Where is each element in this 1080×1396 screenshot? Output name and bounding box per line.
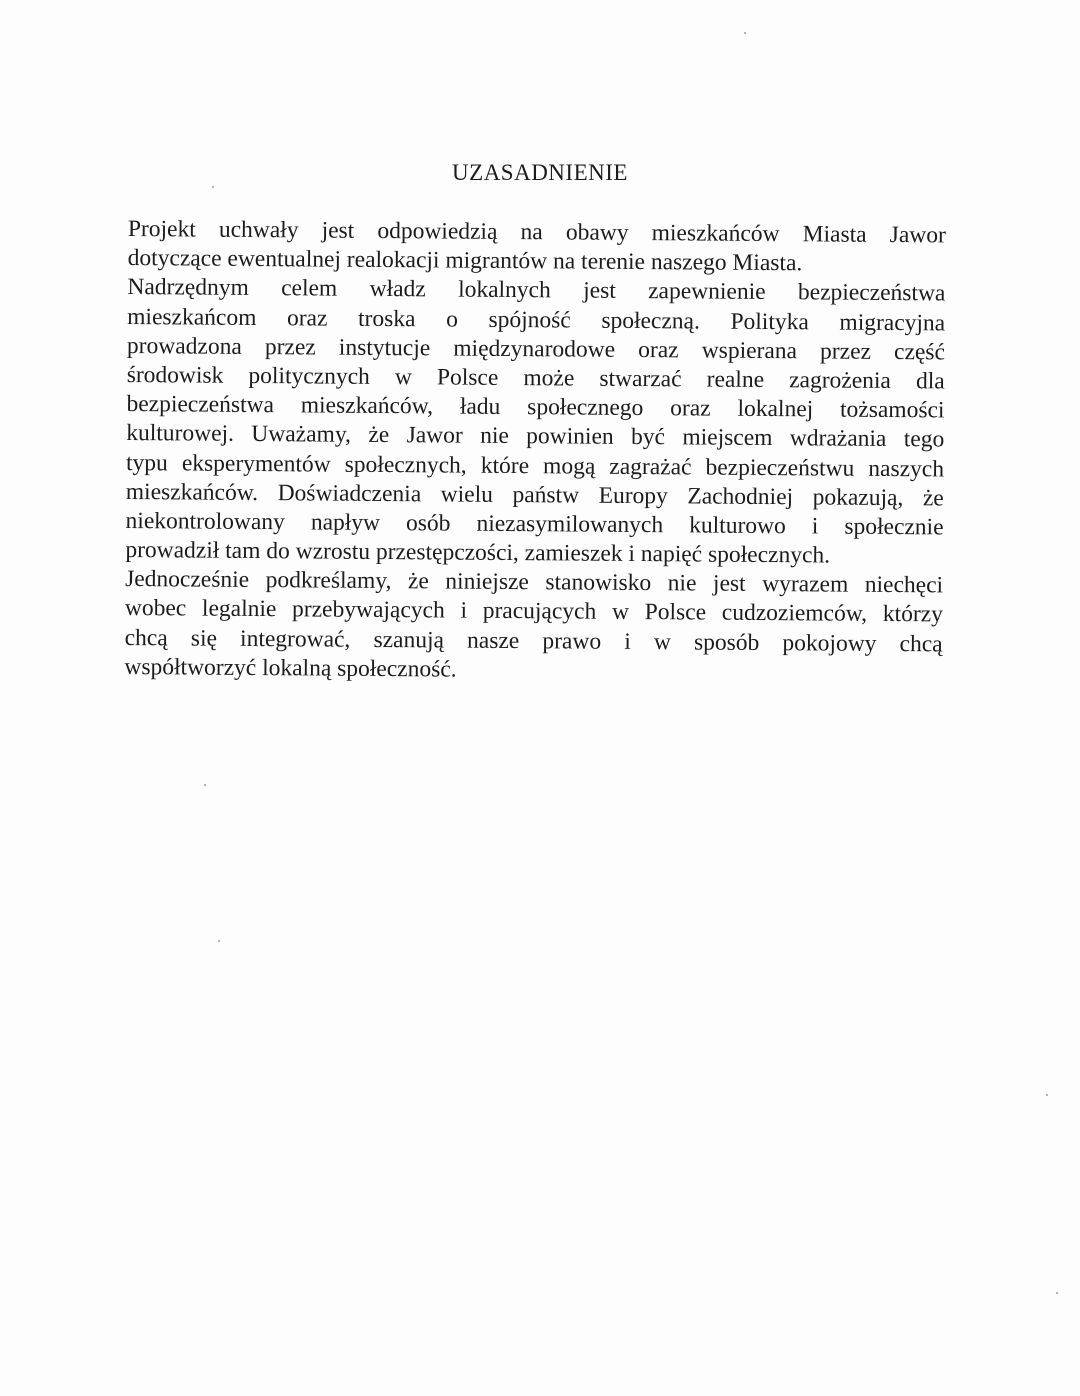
document-title: UZASADNIENIE — [452, 160, 628, 185]
body-line: niekontrolowany napływ osób niezasymilowanych kulturowo i społecznie — [125, 507, 944, 541]
body-line: współtworzyć lokalną społeczność. — [124, 653, 457, 683]
scan-speck — [1056, 1292, 1058, 1294]
scan-speck — [218, 940, 220, 942]
body-line: mieszkańców. Doświadczenia wielu państw Europy Zachodniej pokazują, że — [125, 478, 944, 512]
justification-body — [124, 215, 946, 688]
body-line: bezpieczeństwa mieszkańców, ładu społecznego oraz lokalnej tożsamości — [126, 391, 945, 424]
body-line: mieszkańcom oraz troska o spójność społeczną. Polityka migracyjna — [127, 303, 946, 336]
scan-speck — [204, 784, 206, 786]
scan-speck — [1046, 1094, 1048, 1096]
body-line: wobec legalnie przebywających i pracujących w Polsce cudzoziemców, którzy — [124, 595, 943, 628]
body-line: Projekt uchwały jest odpowiedzią na obawy mieszkańców Miasta Jawor — [127, 215, 946, 249]
scan-speck — [744, 32, 746, 34]
body-line: kulturowej. Uważamy, że Jawor nie powinien być miejscem wdrażania tego — [126, 420, 945, 453]
body-line: dotyczące ewentualnej realokacji migrantów na terenie naszego Miasta. — [127, 245, 803, 277]
scan-speck — [212, 186, 214, 188]
body-line: prowadzona przez instytucje międzynarodowe oraz wspierana przez część — [126, 332, 946, 366]
body-line: chcą się integrować, szanują nasze prawo i w sposób pokojowy chcą — [124, 624, 943, 658]
body-line: Nadrzędnym celem władz lokalnych jest zapewnienie bezpieczeństwa — [127, 274, 946, 307]
body-line: prowadził tam do wzrostu przestępczości, zamieszek i napięć społecznych. — [125, 537, 831, 569]
body-line: Jednocześnie podkreślamy, że niniejsze stanowisko nie jest wyrazem niechęci — [125, 566, 944, 599]
body-line: typu eksperymentów społecznych, które mogą zagrażać bezpieczeństwu naszych — [125, 449, 945, 482]
body-line: środowisk politycznych w Polsce może stwarzać realne zagrożenia dla — [126, 361, 945, 395]
